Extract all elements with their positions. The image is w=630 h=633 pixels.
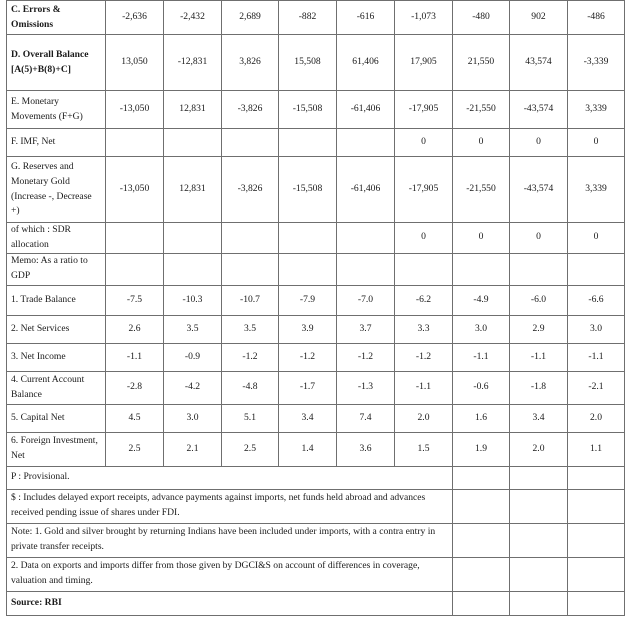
table-cell	[279, 223, 337, 254]
table-cell: 2.9	[510, 315, 568, 343]
table-cell: -2.1	[568, 371, 625, 404]
empty-cell	[568, 591, 625, 615]
table-cell: -21,550	[453, 157, 510, 223]
table-cell: 2.5	[106, 432, 164, 466]
table-cell: -4.9	[453, 285, 510, 315]
empty-cell	[510, 523, 568, 557]
table-cell	[222, 129, 279, 157]
table-cell: -3,339	[568, 35, 625, 91]
table-cell: -616	[337, 1, 395, 35]
table-cell: -1.2	[395, 343, 453, 371]
empty-cell	[510, 591, 568, 615]
empty-cell	[453, 591, 510, 615]
table-cell: 17,905	[395, 35, 453, 91]
table-cell: -1.1	[568, 343, 625, 371]
table-cell	[222, 223, 279, 254]
table-cell: 0	[395, 223, 453, 254]
table-cell: -0.6	[453, 371, 510, 404]
table-cell: 3.4	[279, 404, 337, 432]
table-cell: -43,574	[510, 91, 568, 129]
table-cell: -13,050	[106, 91, 164, 129]
table-cell: 0	[568, 223, 625, 254]
table-cell: -15,508	[279, 91, 337, 129]
table-cell: -2.8	[106, 371, 164, 404]
table-cell: -1.2	[222, 343, 279, 371]
table-cell: 3.0	[568, 315, 625, 343]
table-cell: -61,406	[337, 91, 395, 129]
table-cell: -1.2	[279, 343, 337, 371]
empty-cell	[568, 466, 625, 489]
row-label: G. Reserves and Monetary Gold (Increase -, Decrease +)	[7, 157, 106, 223]
table-cell: 12,831	[164, 157, 222, 223]
table-cell: -1.1	[453, 343, 510, 371]
table-cell: 3.0	[164, 404, 222, 432]
table-cell: -1.1	[395, 371, 453, 404]
note-row	[7, 489, 625, 523]
table-row	[7, 223, 625, 254]
table-cell	[106, 223, 164, 254]
table-row	[7, 315, 625, 343]
table-cell: 4.5	[106, 404, 164, 432]
table-cell: 3.3	[395, 315, 453, 343]
table-cell: 3.5	[222, 315, 279, 343]
table-cell	[337, 253, 395, 285]
table-cell: 5.1	[222, 404, 279, 432]
table-row	[7, 432, 625, 466]
table-row	[7, 1, 625, 35]
table-cell: 0	[510, 223, 568, 254]
table-row	[7, 157, 625, 223]
row-label: 2. Net Services	[7, 315, 106, 343]
table-cell: 3.5	[164, 315, 222, 343]
row-label: 1. Trade Balance	[7, 285, 106, 315]
table-cell	[453, 253, 510, 285]
empty-cell	[453, 466, 510, 489]
table-cell: 3.9	[279, 315, 337, 343]
source-label: Source: RBI	[7, 591, 453, 615]
table-cell: -61,406	[337, 157, 395, 223]
table-cell: -1.8	[510, 371, 568, 404]
empty-cell	[568, 523, 625, 557]
table-cell: 3.0	[453, 315, 510, 343]
table-cell: 1.6	[453, 404, 510, 432]
footnote-text: $ : Includes delayed export receipts, advance payments against imports, net funds held abroad and advances received pending issue of shares under FDI.	[7, 489, 453, 523]
empty-cell	[453, 523, 510, 557]
table-cell	[279, 129, 337, 157]
notes-body	[7, 466, 625, 615]
footnote-text: P : Provisional.	[7, 466, 453, 489]
table-row	[7, 91, 625, 129]
table-cell: 2.0	[510, 432, 568, 466]
table-cell: -6.2	[395, 285, 453, 315]
empty-cell	[510, 466, 568, 489]
table-cell	[164, 253, 222, 285]
table-cell: 0	[568, 129, 625, 157]
table-body	[7, 1, 625, 467]
table-cell	[337, 223, 395, 254]
table-row	[7, 35, 625, 91]
table-cell: -6.0	[510, 285, 568, 315]
table-cell: -21,550	[453, 91, 510, 129]
table-cell: 0	[395, 129, 453, 157]
table-cell	[222, 253, 279, 285]
table-row	[7, 253, 625, 285]
footnote-text: 2. Data on exports and imports differ from those given by DGCI&S on account of differences in coverage, valuation and timing.	[7, 557, 453, 591]
table-cell	[164, 223, 222, 254]
table-cell: -3,826	[222, 91, 279, 129]
empty-cell	[568, 489, 625, 523]
table-cell: 13,050	[106, 35, 164, 91]
source-row	[7, 591, 625, 615]
table-cell: 0	[453, 223, 510, 254]
empty-cell	[453, 489, 510, 523]
table-cell: -2,636	[106, 1, 164, 35]
table-cell: -6.6	[568, 285, 625, 315]
table-cell: 2.0	[395, 404, 453, 432]
table-cell: -480	[453, 1, 510, 35]
table-cell: -15,508	[279, 157, 337, 223]
row-label: 5. Capital Net	[7, 404, 106, 432]
table-cell: 3.7	[337, 315, 395, 343]
table-cell: 43,574	[510, 35, 568, 91]
balance-of-payments-table	[6, 0, 625, 616]
table-cell: -10.7	[222, 285, 279, 315]
table-cell: -4.8	[222, 371, 279, 404]
table-cell: 1.9	[453, 432, 510, 466]
table-cell: 2.1	[164, 432, 222, 466]
table-cell: 0	[453, 129, 510, 157]
table-cell: -12,831	[164, 35, 222, 91]
table-cell	[337, 129, 395, 157]
table-cell: 3.4	[510, 404, 568, 432]
table-cell: -10.3	[164, 285, 222, 315]
table-cell: -882	[279, 1, 337, 35]
table-cell: -1.3	[337, 371, 395, 404]
table-cell: 3,826	[222, 35, 279, 91]
row-label: 3. Net Income	[7, 343, 106, 371]
table-cell	[510, 253, 568, 285]
table-cell: 12,831	[164, 91, 222, 129]
row-label: D. Overall Balance [A(5)+B(8)+C]	[7, 35, 106, 91]
table-cell: 1.4	[279, 432, 337, 466]
table-cell	[279, 253, 337, 285]
table-cell	[568, 253, 625, 285]
table-cell	[395, 253, 453, 285]
table-cell: 2.6	[106, 315, 164, 343]
row-label: C. Errors & Omissions	[7, 1, 106, 35]
table-cell: 902	[510, 1, 568, 35]
table-cell: 3,339	[568, 157, 625, 223]
note-row	[7, 466, 625, 489]
empty-cell	[510, 557, 568, 591]
table-cell: -13,050	[106, 157, 164, 223]
table-cell	[106, 253, 164, 285]
table-cell: -1,073	[395, 1, 453, 35]
table-cell: -7.0	[337, 285, 395, 315]
empty-cell	[510, 489, 568, 523]
empty-cell	[568, 557, 625, 591]
table-cell: 0	[510, 129, 568, 157]
table-row	[7, 129, 625, 157]
table-cell: 7.4	[337, 404, 395, 432]
table-cell: -43,574	[510, 157, 568, 223]
table-cell: 2,689	[222, 1, 279, 35]
table-cell: -4.2	[164, 371, 222, 404]
table-cell: -7.5	[106, 285, 164, 315]
table-cell: 3.6	[337, 432, 395, 466]
table-cell: 1.5	[395, 432, 453, 466]
table-cell: -486	[568, 1, 625, 35]
row-label: E. Monetary Movements (F+G)	[7, 91, 106, 129]
row-label: Memo: As a ratio to GDP	[7, 253, 106, 285]
table-cell: 21,550	[453, 35, 510, 91]
note-row	[7, 557, 625, 591]
table-row	[7, 343, 625, 371]
row-label: F. IMF, Net	[7, 129, 106, 157]
table-cell: -7.9	[279, 285, 337, 315]
table-cell: -1.1	[106, 343, 164, 371]
table-cell	[164, 129, 222, 157]
table-cell: 15,508	[279, 35, 337, 91]
table-cell: -1.2	[337, 343, 395, 371]
footnote-text: Note: 1. Gold and silver brought by returning Indians have been included under imports, with a contra entry in private transfer receipts.	[7, 523, 453, 557]
table-row	[7, 371, 625, 404]
row-label: 4. Current Account Balance	[7, 371, 106, 404]
table-row	[7, 285, 625, 315]
note-row	[7, 523, 625, 557]
row-label: 6. Foreign Investment, Net	[7, 432, 106, 466]
table-cell: -2,432	[164, 1, 222, 35]
table-cell: 61,406	[337, 35, 395, 91]
table-cell: 3,339	[568, 91, 625, 129]
row-label: of which : SDR allocation	[7, 223, 106, 254]
table-cell: -17,905	[395, 91, 453, 129]
table-cell: -1.1	[510, 343, 568, 371]
table-cell: 1.1	[568, 432, 625, 466]
table-cell: -17,905	[395, 157, 453, 223]
table-cell	[106, 129, 164, 157]
table-cell: 2.5	[222, 432, 279, 466]
table-cell: -3,826	[222, 157, 279, 223]
table-cell: -0.9	[164, 343, 222, 371]
empty-cell	[453, 557, 510, 591]
table-cell: -1.7	[279, 371, 337, 404]
table-cell: 2.0	[568, 404, 625, 432]
table-row	[7, 404, 625, 432]
